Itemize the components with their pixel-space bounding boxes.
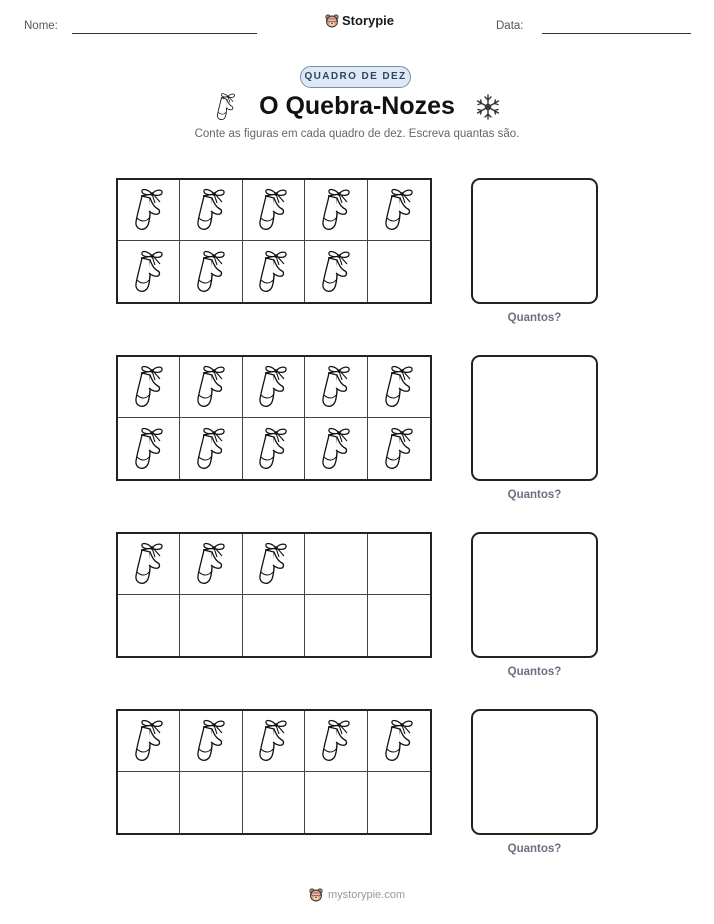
ballet-shoe-icon: [256, 249, 290, 295]
ballet-shoe-icon: [194, 718, 228, 764]
answer-label-2: Quantos?: [507, 489, 562, 501]
ballet-shoe-icon: [256, 187, 290, 233]
worksheet-type-badge: QUADRO DE DEZ: [300, 66, 411, 88]
ballet-shoe-icon: [194, 249, 228, 295]
footer-url[interactable]: mystorypie.com: [328, 889, 406, 901]
ten-frame-cell: [305, 241, 367, 302]
ten-frame-cell: [368, 595, 430, 656]
ten-frame-cell: [305, 357, 367, 418]
ballet-shoe-icon: [132, 364, 166, 410]
ballet-shoe-icon: [132, 426, 166, 472]
ballet-shoe-icon: [194, 187, 228, 233]
ten-frame-cell: [118, 595, 180, 656]
answer-box-3[interactable]: [471, 532, 598, 658]
ten-frame-cell: [305, 772, 367, 833]
brand-logo: [325, 13, 394, 28]
ten-frame-cell: [118, 241, 180, 302]
ten-frame-cell: [180, 241, 242, 302]
ten-frame-cell: [118, 418, 180, 479]
ten-frame-cell: [180, 357, 242, 418]
ten-frame-cell: [368, 241, 430, 302]
date-label: Data:: [496, 20, 524, 32]
page-title: O Quebra-Nozes: [259, 92, 455, 120]
ten-frame-cell: [180, 534, 242, 595]
ten-frame-cell: [368, 772, 430, 833]
ten-frame-cell: [368, 711, 430, 772]
ballet-shoe-icon: [319, 364, 353, 410]
ten-frame-cell: [180, 180, 242, 241]
bear-logo-icon: [325, 14, 339, 28]
brand-name: Storypie: [342, 13, 395, 28]
ten-frame-cell: [243, 180, 305, 241]
ballet-shoe-icon: [194, 364, 228, 410]
ballet-shoe-icon: [256, 364, 290, 410]
ten-frame-cell: [305, 418, 367, 479]
ballet-shoe-icon: [382, 364, 416, 410]
answer-label-4: Quantos?: [507, 843, 562, 855]
answer-label-1: Quantos?: [507, 312, 562, 324]
ten-frame-cell: [305, 534, 367, 595]
ballet-shoe-icon: [382, 426, 416, 472]
ten-frame-cell: [368, 418, 430, 479]
ten-frame-cell: [243, 357, 305, 418]
ten-frame-cell: [243, 772, 305, 833]
ten-frame-cell: [243, 418, 305, 479]
ballet-shoe-icon: [382, 187, 416, 233]
ballet-shoe-icon: [256, 718, 290, 764]
ballet-shoe-icon: [319, 249, 353, 295]
ten-frame-cell: [305, 711, 367, 772]
ten-frame-cell: [305, 180, 367, 241]
ten-frame-cell: [118, 711, 180, 772]
ten-frame-3: [116, 532, 432, 658]
ballet-shoe-icon: [132, 187, 166, 233]
footer: [309, 888, 405, 902]
answer-label-3: Quantos?: [507, 666, 562, 678]
ten-frame-cell: [180, 418, 242, 479]
ten-frame-cell: [368, 534, 430, 595]
ballet-shoe-icon: [319, 426, 353, 472]
snowflake-icon: [474, 93, 502, 121]
ten-frame-cell: [180, 772, 242, 833]
ten-frame-cell: [118, 357, 180, 418]
ten-frame-cell: [180, 711, 242, 772]
ballet-shoe-icon: [132, 541, 166, 587]
ten-frame-cell: [305, 595, 367, 656]
ten-frame-cell: [180, 595, 242, 656]
ten-frame-cell: [118, 534, 180, 595]
bear-logo-icon: [309, 888, 323, 902]
ten-frame-cell: [243, 241, 305, 302]
date-line[interactable]: [542, 33, 691, 34]
ten-frame-4: [116, 709, 432, 835]
answer-box-2[interactable]: [471, 355, 598, 481]
name-line[interactable]: [72, 33, 257, 34]
ballet-shoe-icon: [319, 187, 353, 233]
ballet-shoe-icon: [132, 249, 166, 295]
instructions: Conte as figuras em cada quadro de dez. Escreva quantas são.: [194, 128, 520, 140]
ten-frame-cell: [243, 595, 305, 656]
ten-frame-2: [116, 355, 432, 481]
ballet-shoe-icon: [132, 718, 166, 764]
ten-frame-cell: [118, 772, 180, 833]
ten-frame-cell: [118, 180, 180, 241]
ballet-shoe-icon: [256, 541, 290, 587]
name-label: Nome:: [24, 20, 58, 32]
ballet-shoe-icon: [319, 718, 353, 764]
answer-box-1[interactable]: [471, 178, 598, 304]
answer-box-4[interactable]: [471, 709, 598, 835]
ten-frame-cell: [368, 180, 430, 241]
ten-frame-cell: [368, 357, 430, 418]
ten-frame-cell: [243, 534, 305, 595]
ballet-shoe-icon: [194, 541, 228, 587]
ten-frame-cell: [243, 711, 305, 772]
ballet-shoe-icon: [382, 718, 416, 764]
ballet-shoe-icon: [256, 426, 290, 472]
ten-frame-1: [116, 178, 432, 304]
ballet-shoe-icon: [194, 426, 228, 472]
